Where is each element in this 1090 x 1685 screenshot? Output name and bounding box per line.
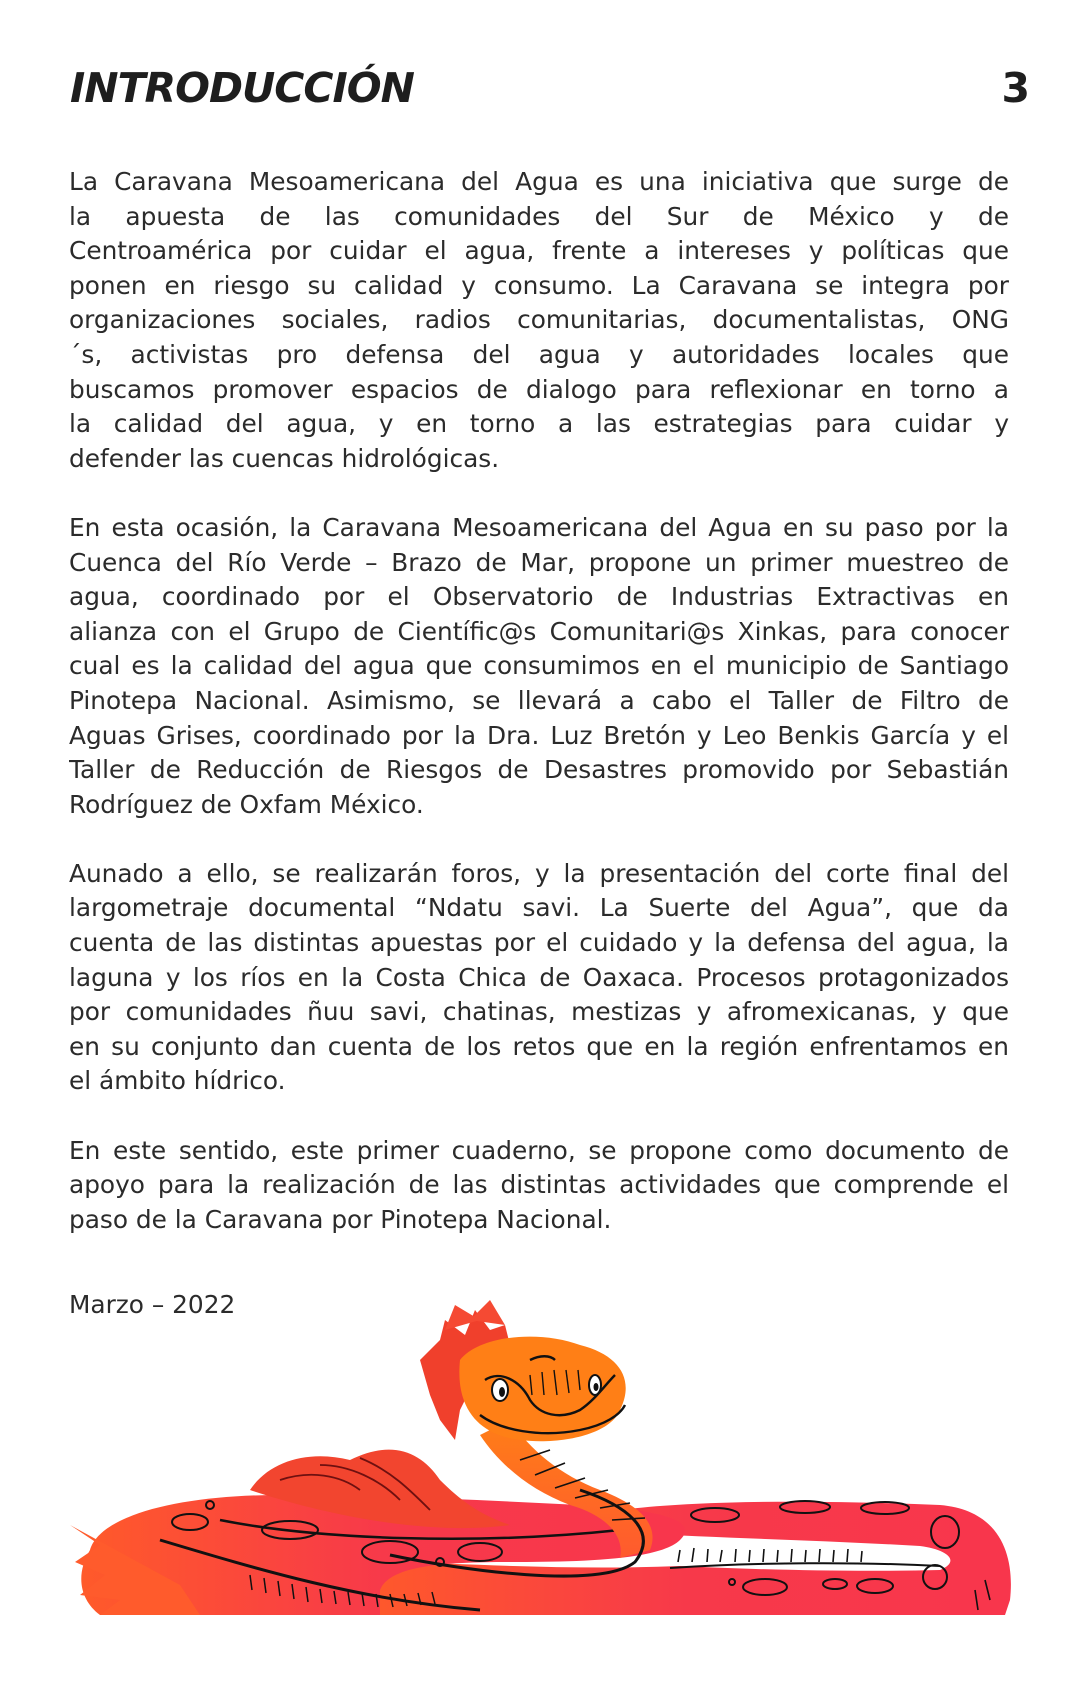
text-line: en su conjunto dan cuenta de los retos que en la región enfrentamos en [69,1031,1009,1061]
body-text [69,165,1009,1272]
text-line: Taller de Reducción de Riesgos de Desastres promovido por Sebastián [69,755,1009,785]
paragraph-forums [69,857,1009,1099]
text-line: largometraje documental “Ndatu savi. La Suerte del Agua”, que da [69,893,1009,923]
text-line: Pinotepa Nacional. Asimismo, se llevará a cabo el Taller de Filtro de [69,685,1009,715]
publication-date: Marzo – 2022 [69,1290,236,1319]
text-line: paso de la Caravana por Pinotepa Nacional. [69,1204,612,1234]
text-line: la calidad del agua, y en torno a las estrategias para cuidar y [69,409,1009,439]
text-line: alianza con el Grupo de Científic@s Comunitari@s Xinkas, para conocer [69,616,1009,646]
text-line: agua, coordinado por el Observatorio de Industrias Extractivas en [69,582,1009,612]
text-line: Rodríguez de Oxfam México. [69,789,424,819]
text-line: por comunidades ñuu savi, chatinas, mestizas y afromexicanas, y que [69,997,1009,1027]
text-line: Aguas Grises, coordinado por la Dra. Luz Bretón y Leo Benkis García y el [69,720,1009,750]
text-line: ponen en riesgo su calidad y consumo. La Caravana se integra por [69,270,1009,300]
text-line: defender las cuencas hidrológicas. [69,443,500,473]
text-line: Aunado a ello, se realizarán foros, y la presentación del corte final del [69,858,1009,888]
feathered-serpent-illustration [60,1300,1030,1630]
text-line: La Caravana Mesoamericana del Agua es una iniciativa que surge de [69,167,1009,196]
page-title: INTRODUCCIÓN [70,64,414,112]
text-line: apoyo para la realización de las distintas actividades que comprende el [69,1170,1009,1200]
paragraph-notebook [69,1134,1009,1238]
text-line: En este sentido, este primer cuaderno, se propone como documento de [69,1135,1009,1165]
serpent-head-icon [420,1300,626,1441]
text-line: Cuenca del Río Verde – Brazo de Mar, propone un primer muestreo de [69,547,1009,577]
text-line: cual es la calidad del agua que consumimos en el municipio de Santiago [69,651,1009,681]
text-line: organizaciones sociales, radios comunitarias, documentalistas, ONG [69,305,1009,335]
paragraph-intro [69,165,1009,476]
text-line: En esta ocasión, la Caravana Mesoamericana del Agua en su paso por la [69,512,1009,542]
text-line: el ámbito hídrico. [69,1066,286,1096]
text-line: laguna y los ríos en la Costa Chica de Oaxaca. Procesos protagonizados [69,962,1009,992]
page-number: 3 [1001,64,1030,112]
text-line: cuenta de las distintas apuestas por el cuidado y la defensa del agua, la [69,928,1009,958]
text-line: ´s, activistas pro defensa del agua y autoridades locales que [69,339,1009,369]
text-line: buscamos promover espacios de dialogo para reflexionar en torno a [69,374,1009,404]
paragraph-sampling [69,511,1009,822]
text-line: la apuesta de las comunidades del Sur de México y de [69,201,1009,231]
text-line: Centroamérica por cuidar el agua, frente a intereses y políticas que [69,236,1009,266]
